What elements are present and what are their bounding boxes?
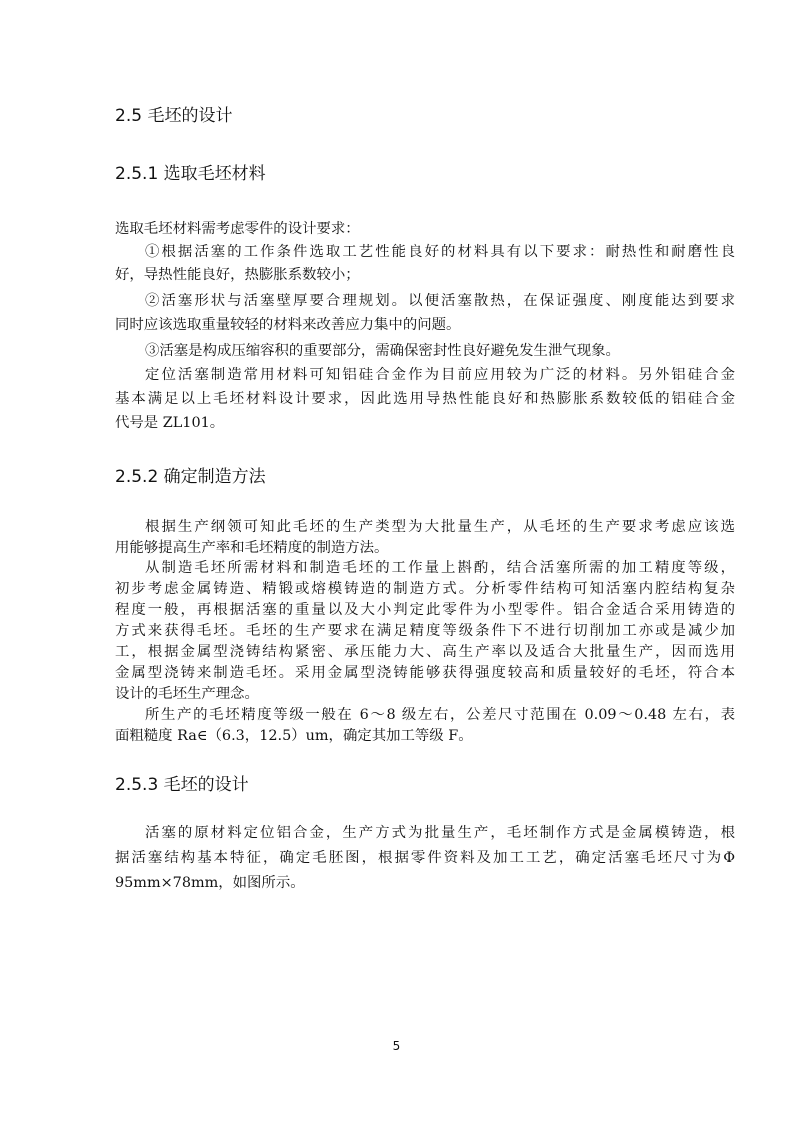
paragraph-line: 好，导热性能良好，热膨胀系数较小；	[115, 267, 360, 283]
paragraph-line: 初步考虑金属铸造、精锻或熔模铸造的制造方式。分析零件结构可知活塞内腔结构复杂	[115, 581, 735, 597]
section-heading-2-5: 2.5 毛坯的设计	[115, 106, 233, 126]
paragraph-line: 代号是 ZL101。	[115, 415, 225, 431]
paragraph-line: 面粗糙度 Ra∈（6.3，12.5）um，确定其加工等级 F。	[115, 728, 473, 744]
paragraph-line: 用能够提高生产率和毛坯精度的制造方法。	[115, 540, 389, 556]
page-number: 5	[392, 1039, 401, 1053]
paragraph-line: ②活塞形状与活塞壁厚要合理规划。以便活塞散热，在保证强度、刚度能达到要求	[145, 293, 735, 309]
paragraph-line: 选取毛坯材料需考虑零件的设计要求：	[115, 221, 360, 237]
section-heading-2-5-2: 2.5.2 确定制造方法	[115, 467, 266, 487]
paragraph-line: 方式来获得毛坯。毛坯的生产要求在满足精度等级条件下不进行切削加工亦或是减少加	[115, 623, 735, 639]
paragraph-line: 同时应该选取重量较轻的材料来改善应力集中的问题。	[115, 317, 461, 333]
paragraph-line: 金属型浇铸来制造毛坯。采用金属型浇铸能够获得强度较高和质量较好的毛坯，符合本	[115, 665, 735, 681]
paragraph-line: 工，根据金属型浇铸结构紧密、承压能力大、高生产率以及适合大批量生产，因而选用	[115, 644, 735, 660]
paragraph-line: 定位活塞制造常用材料可知铝硅合金作为目前应用较为广泛的材料。另外铝硅合金	[145, 367, 735, 383]
paragraph-line: 设计的毛坯生产理念。	[115, 686, 259, 702]
paragraph-line: 活塞的原材料定位铝合金，生产方式为批量生产，毛坯制作方式是金属模铸造，根	[145, 825, 735, 841]
paragraph-line: ①根据活塞的工作条件选取工艺性能良好的材料具有以下要求：耐热性和耐磨性良	[145, 244, 735, 260]
paragraph-line: 95mm×78mm，如图所示。	[115, 875, 305, 891]
paragraph-line: 所生产的毛坯精度等级一般在 6～8 级左右，公差尺寸范围在 0.09～0.48 左右，表	[145, 707, 735, 723]
paragraph-line: 程度一般，再根据活塞的重量以及大小判定此零件为小型零件。铝合金适合采用铸造的	[115, 602, 735, 618]
section-heading-2-5-3: 2.5.3 毛坯的设计	[115, 775, 249, 795]
paragraph-line: 根据生产纲领可知此毛坯的生产类型为大批量生产，从毛坯的生产要求考虑应该选	[145, 519, 735, 535]
paragraph-line: 从制造毛坯所需材料和制造毛坯的工作量上斟酌，结合活塞所需的加工精度等级，	[145, 560, 735, 576]
paragraph-line: 据活塞结构基本特征，确定毛胚图，根据零件资料及加工工艺，确定活塞毛坯尺寸为Φ	[115, 850, 735, 866]
paragraph-line: ③活塞是构成压缩容积的重要部分，需确保密封性良好避免发生泄气现象。	[145, 343, 620, 359]
paragraph-line: 基本满足以上毛坯材料设计要求，因此选用导热性能良好和热膨胀系数较低的铝硅合金	[115, 391, 735, 407]
section-heading-2-5-1: 2.5.1 选取毛坯材料	[115, 164, 266, 184]
